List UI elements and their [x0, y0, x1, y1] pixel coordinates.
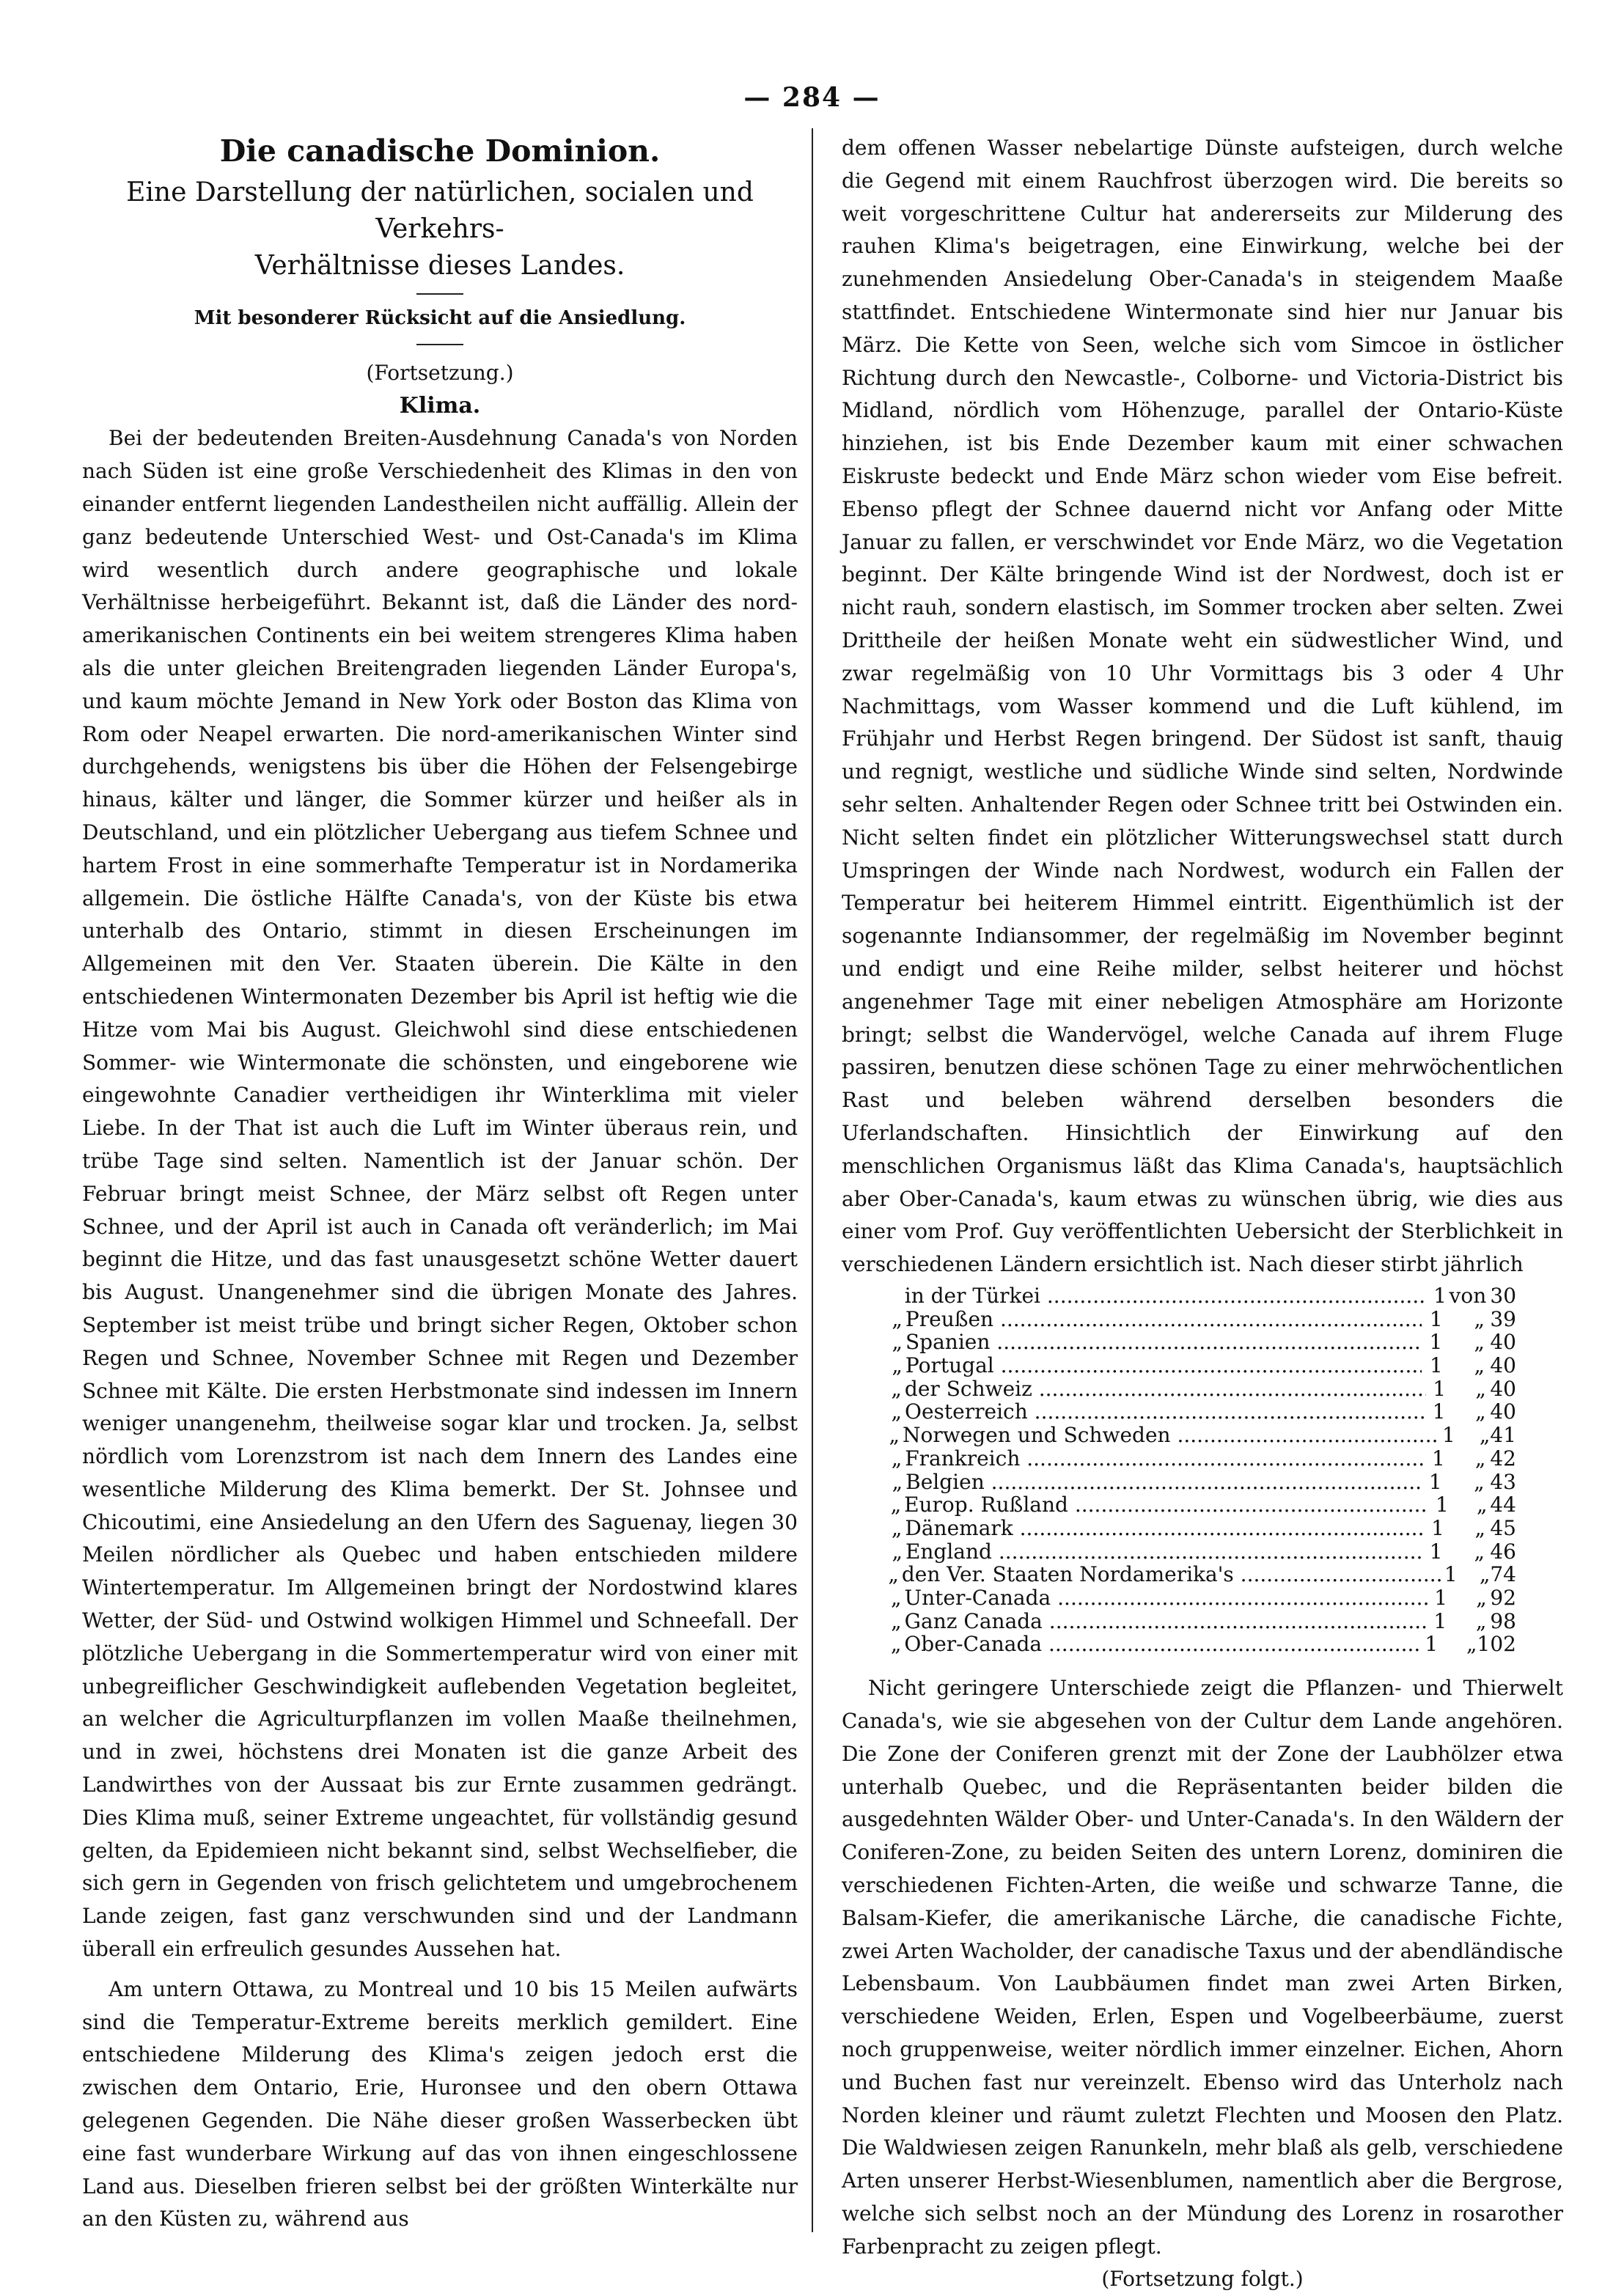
mortality-row-country: Ober-Canada .....: [904, 1633, 1418, 1656]
mortality-row-country: in der Türkei .....: [905, 1284, 1427, 1308]
mortality-row-value: 39: [1490, 1306, 1516, 1331]
mortality-row-one: 1: [1429, 1353, 1443, 1377]
mortality-table: [886, 1284, 1516, 1656]
mortality-row-von: „: [1475, 1399, 1486, 1424]
mortality-row-von: „: [1466, 1632, 1477, 1657]
mortality-row-prefix: „: [892, 1353, 903, 1377]
mortality-row-value: 40: [1490, 1399, 1516, 1424]
mortality-row-prefix: „: [888, 1562, 899, 1587]
mortality-row-prefix: „: [892, 1539, 903, 1564]
mortality-row: [886, 1633, 1516, 1656]
mortality-row-prefix: „: [890, 1632, 902, 1657]
mortality-row-one: 1: [1425, 1632, 1439, 1657]
mortality-row-value: 45: [1490, 1515, 1516, 1540]
mortality-row-country: Norwegen und Schweden .....: [903, 1424, 1438, 1447]
mortality-row-value: 102: [1477, 1632, 1516, 1657]
mortality-row-value: 43: [1490, 1469, 1516, 1494]
mortality-row: [886, 1471, 1516, 1494]
mortality-row-one: 1: [1431, 1446, 1445, 1471]
mortality-row-country: Preußen .....: [905, 1308, 1422, 1331]
body-paragraph: dem offenen Wasser nebelartige Dünste aufsteigen, durch welche die Gegend mit einem Rauchfrost überzogen wird. Die bereits so weit vorgeschrittene Cultur hat andererseits zur Milderung des rauhen Klima's beigetragen, eine Einwirkung, welche bei der zunehmenden Ansiedelung Ober-Canada's in steigendem Maaße stattfindet. Entschiedene Wintermonate sind hier nur Januar bis März. Die Kette von Seen, welche sich vom Simcoe in östlicher Richtung durch den Newcastle-, Colborne- und Victoria-District bis Midland, nördlich vom Höhenzuge, parallel der Ontario-Küste hinziehen, ist bis Ende Dezember kaum mit einer schwachen Eiskruste bedeckt und Ende März schon wieder vom Eise befreit. Ebenso pflegt der Schnee dauernd nicht vor Anfang oder Mitte Januar zu fallen, er verschwindet vor Ende März, wo die Vegetation beginnt. Der Kälte bringende Wind ist der Nordwest, doch ist er nicht rauh, sondern elastisch, im Sommer trocken aber selten. Zwei Drittheile der heißen Monate weht ein südwestlicher Wind, und zwar regelmäßig von 10 Uhr Vormittags bis 3 oder 4 Uhr Nachmittags, vom Wasser kommend und die Luft kühlend, im Frühjahr und Herbst Regen bringend. Der Südost ist sanft, thauig und regnigt, westliche und südliche Winde sind selten, Nordwinde sehr selten. Anhaltender Regen oder Schnee tritt bei Ostwinden ein. Nicht selten findet ein plötzlicher Witterungswechsel statt durch Umspringen der Winde nach Nordwest, wodurch ein Fallen der Temperatur bei heiterem Himmel eintritt. Eigenthümlich ist der sogenannte Indiansommer, der regelmäßig im November beginnt und endigt und eine Reihe milder, selbst heiterer und höchst angenehmer Tage mit einer nebeligen Atmosphäre am Horizonte bringt; selbst die Wandervögel, welche Canada auf ihrem Fluge passiren, benutzen diese schönen Tage zu einer mehrwöchentlichen Rast und beleben während derselben besonders die Uferlandschaften. Hinsichtlich der Einwirkung auf den menschlichen Organismus läßt das Klima Canada's, hauptsächlich aber Ober-Canada's, kaum etwas zu wünschen übrig, wie dies aus einer vom Prof. Guy veröffentlichten Uebersicht der Sterblichkeit in verschiedenen Ländern ersichtlich ist. Nach dieser stirbt jährlich: [842, 136, 1563, 1277]
mortality-row-prefix: „: [891, 1399, 903, 1424]
mortality-row-one: 1: [1444, 1562, 1458, 1587]
mortality-row: [886, 1331, 1516, 1354]
mortality-row-country: England .....: [905, 1540, 1422, 1564]
mortality-row-prefix: „: [890, 1493, 902, 1517]
mortality-row-value: 92: [1490, 1586, 1517, 1611]
section-heading: Klima.: [399, 392, 481, 419]
mortality-row-von: „: [1476, 1493, 1488, 1517]
mortality-row: [886, 1424, 1516, 1447]
column-divider: [812, 128, 813, 2232]
mortality-row: [886, 1400, 1516, 1424]
subheading-rule: [416, 344, 463, 345]
mortality-row-one: 1: [1433, 1608, 1447, 1633]
body-paragraph: Am untern Ottawa, zu Montreal und 10 bis 15 Meilen aufwärts sind die Temperatur-Extreme bereits merklich gemildert. Eine entschiedene Milderung des Klima's zeigen jedoch erst die zwischen dem Ontario, Erie, Huronsee und den obern Ottawa gelegenen Gegenden. Die Nähe dieser großen Wasserbecken übt eine fast wunderbare Wirkung auf das von ihnen eingeschlossene Land aus. Dieselben frieren selbst bei der größten Winterkälte nur an den Küsten zu, während aus: [82, 1976, 798, 2231]
mortality-row-one: 1: [1429, 1539, 1443, 1564]
mortality-row-country: Spanien .....: [905, 1331, 1422, 1354]
page-number: — 284 —: [743, 82, 881, 113]
mortality-row-one: 1: [1429, 1306, 1443, 1331]
continuation-note: (Fortsetzung folgt.): [1101, 2267, 1304, 2292]
mortality-row-prefix: „: [891, 1376, 902, 1401]
mortality-row-von: „: [1474, 1469, 1485, 1494]
mortality-row-von: „: [1479, 1423, 1491, 1448]
mortality-row: [886, 1540, 1516, 1564]
mortality-row-prefix: „: [892, 1330, 903, 1355]
mortality-row-country: Unter-Canada .....: [904, 1586, 1428, 1610]
article-subtitle-line-1: Eine Darstellung der natürlichen, socialen und Verkehrs-: [126, 177, 754, 244]
mortality-row-one: 1: [1428, 1469, 1442, 1494]
mortality-row-value: 46: [1490, 1539, 1516, 1564]
mortality-row-prefix: „: [891, 1515, 903, 1540]
article-subheading: Mit besonderer Rücksicht auf die Ansiedlung.: [194, 307, 686, 329]
mortality-row-value: 40: [1490, 1376, 1516, 1401]
mortality-row-prefix: [886, 1284, 905, 1308]
mortality-row-country: Dänemark .....: [905, 1517, 1424, 1540]
mortality-row-von: „: [1474, 1330, 1485, 1355]
mortality-row-value: 30: [1490, 1283, 1517, 1308]
mortality-row: [886, 1447, 1516, 1471]
continuation-label: (Fortsetzung.): [366, 360, 514, 385]
mortality-row-value: 41: [1490, 1423, 1517, 1448]
mortality-row: [886, 1517, 1516, 1540]
mortality-row-country: Ganz Canada .....: [905, 1610, 1427, 1633]
mortality-row-country: Europ. Rußland .....: [904, 1493, 1429, 1517]
mortality-row-von: „: [1474, 1353, 1485, 1377]
mortality-row-von: „: [1475, 1608, 1487, 1633]
mortality-row-value: 98: [1490, 1608, 1516, 1633]
mortality-row-country: Belgien .....: [905, 1471, 1421, 1494]
mortality-row-von: „: [1475, 1376, 1486, 1401]
title-rule: [416, 293, 463, 295]
mortality-row: [886, 1586, 1516, 1610]
mortality-row-value: 74: [1490, 1562, 1516, 1587]
mortality-row-value: 44: [1490, 1493, 1516, 1517]
mortality-row-value: 40: [1490, 1353, 1516, 1377]
mortality-row-von: „: [1474, 1446, 1486, 1471]
mortality-row: [886, 1284, 1516, 1308]
mortality-row-one: 1: [1442, 1423, 1455, 1448]
mortality-row-von: „: [1474, 1539, 1485, 1564]
mortality-row-prefix: „: [891, 1446, 903, 1471]
body-paragraph: Bei der bedeutenden Breiten-Ausdehnung Canada's von Norden nach Süden ist eine große Verschiedenheit des Klimas in den von einander entfernt liegenden Landestheilen nicht auffällig. Allein der ganz bedeutende Unterschied West- und Ost-Canada's im Klima wird wesentlich durch andere geographische und lokale Verhältnisse herbeigeführt. Bekannt ist, daß die Länder des nord-amerikanischen Continents ein bei weitem strengeres Klima haben als die unter gleichen Breitengraden liegenden Länder Europa's, und kaum möchte Jemand in New York oder Boston das Klima von Rom oder Neapel erwarten. Die nord-amerikanischen Winter sind durchgehends, wenigstens bis über die Höhen der Felsengebirge hinaus, kälter und länger, die Sommer kürzer und heißer als in Deutschland, und ein plötzlicher Uebergang aus tiefem Schnee und hartem Frost in eine sommerhafte Temperatur ist in Nordamerika allgemein. Die östliche Hälfte Canada's, von der Küste bis etwa unterhalb des Ontario, stimmt in diesen Erscheinungen im Allgemeinen mit den Ver. Staaten überein. Die Kälte in den entschiedenen Wintermonaten Dezember bis April ist heftig wie die Hitze vom Mai bis August. Gleichwohl sind diese entschiedenen Sommer- wie Wintermonate die schönsten, und eingeborene wie eingewohnte Canadier vertheidigen ihr Winterklima mit vieler Liebe. In der That ist auch die Luft im Winter überaus rein, und trübe Tage sind selten. Namentlich ist der Januar schön. Der Februar bringt meist Schnee, der März selbst oft Regen unter Schnee, und der April ist auch in Canada oft veränderlich; im Mai beginnt die Hitze, und das fast unausgesetzt schöne Wetter dauert bis August. Unangenehmer sind die übrigen Monate des Jahres. September ist meist trübe und bringt sicher Regen, Oktober schon Regen und Schnee, November Schnee mit Regen und Dezember Schnee mit Kälte. Die ersten Herbstmonate sind indessen im Innern weniger unangenehm, theilweise sogar klar und trocken. Ja, selbst nördlich vom Lorenzstrom ist nach dem Innern des Landes eine wesentliche Milderung des Klima bemerkt. Der St. Johnsee und Chicoutimi, eine Ansiedelung an den Ufern des Saguenay, liegen 30 Meilen nördlicher als Quebec und haben entschieden mildere Wintertemperatur. Im Allgemeinen bringt der Nordostwind klares Wetter, der Süd- und Ostwind wolkigen Himmel und Schneefall. Der plötzliche Uebergang in die Sommertemperatur wird von einer mit unbegreiflicher Geschwindigkeit auflebenden Vegetation begleitet, an welcher die Agriculturpflanzen im vollen Maaße theilnehmen, und in zwei, höchstens drei Monaten ist die ganze Arbeit des Landwirthes von der Aussaat bis zur Ernte zusammen gedrängt. Dies Klima muß, seiner Extreme ungeachtet, für vollständig gesund gelten, da Epidemieen nicht bekannt sind, selbst Wechselfieber, die sich gern in Gegenden von frisch gelichtetem und umgebrochenem Lande zeigen, fast ganz verschwunden sind und der Landmann überall ein erfreulich gesundes Aussehen hat.: [82, 426, 798, 1962]
mortality-row-one: 1: [1432, 1399, 1446, 1424]
body-paragraph: Nicht geringere Unterschiede zeigt die Pflanzen- und Thierwelt Canada's, wie sie abgesehen von der Cultur dem Lande angehören. Die Zone der Coniferen grenzt mit der Zone der Laubhölzer etwa unterhalb Quebec, und die Repräsentanten beider bilden die ausgedehnten Wälder Ober- und Unter-Canada's. In den Wäldern der Coniferen-Zone, zu beiden Seiten des untern Lorenz, dominiren die verschiedenen Fichten-Arten, die weiße und schwarze Tanne, die Balsam-Kiefer, die amerikanische Lärche, die canadische Fichte, zwei Arten Wacholder, der canadische Taxus und der abendländische Lebensbaum. Von Laubbäumen findet man zwei Arten Birken, verschiedene Weiden, Erlen, Espen und Vogelbeerbäume, zuerst noch gruppenweise, weiter nördlich immer einzelner. Eichen, Ahorn und Buchen fast nur vereinzelt. Ebenso wird das Unterholz nach Norden kleiner und räumt zuletzt Flechten und Moosen den Platz. Die Waldwiesen zeigen Ranunkeln, mehr blaß als gelb, verschiedene Arten unserer Herbst-Wiesenblumen, namentlich aber die Bergrose, welche sich selbst noch an der Mündung des Lorenz in rosarother Farbenpracht zu zeigen pflegt.: [842, 1676, 1563, 2259]
mortality-row-von: „: [1479, 1562, 1491, 1587]
mortality-row-von: „: [1474, 1515, 1485, 1540]
mortality-row-prefix: „: [891, 1608, 902, 1633]
mortality-row-prefix: „: [890, 1586, 902, 1611]
mortality-row: [886, 1308, 1516, 1331]
mortality-row: [886, 1493, 1516, 1517]
mortality-row-one: 1: [1435, 1493, 1449, 1517]
mortality-row: [886, 1354, 1516, 1377]
mortality-row: [886, 1610, 1516, 1633]
mortality-row-prefix: „: [892, 1469, 903, 1494]
article-title: Die canadische Dominion.: [219, 133, 661, 169]
mortality-row-von: „: [1476, 1586, 1487, 1611]
mortality-row-prefix: „: [892, 1306, 903, 1331]
mortality-row-one: 1: [1431, 1515, 1444, 1540]
mortality-row: [886, 1563, 1516, 1586]
mortality-row-von: „: [1474, 1306, 1485, 1331]
mortality-row-country: der Schweiz .....: [905, 1377, 1426, 1401]
mortality-row-country: den Ver. Staaten Nordamerika's .....: [902, 1563, 1441, 1586]
mortality-row-one: 1: [1433, 1283, 1447, 1308]
mortality-row-country: Portugal .....: [905, 1354, 1422, 1377]
mortality-row: [886, 1377, 1516, 1401]
mortality-row-von: von: [1449, 1283, 1487, 1308]
mortality-row-prefix: „: [889, 1423, 900, 1448]
mortality-row-one: 1: [1429, 1330, 1443, 1355]
article-subtitle-line-2: Verhältnisse dieses Landes.: [254, 251, 625, 281]
mortality-row-value: 42: [1490, 1446, 1516, 1471]
mortality-row-value: 40: [1490, 1330, 1516, 1355]
left-column: [82, 132, 798, 2236]
mortality-row-one: 1: [1433, 1376, 1447, 1401]
mortality-row-one: 1: [1434, 1586, 1448, 1611]
mortality-row-country: Oesterreich .....: [905, 1400, 1425, 1424]
right-column: [842, 132, 1563, 2296]
mortality-row-country: Frankreich .....: [905, 1447, 1425, 1471]
